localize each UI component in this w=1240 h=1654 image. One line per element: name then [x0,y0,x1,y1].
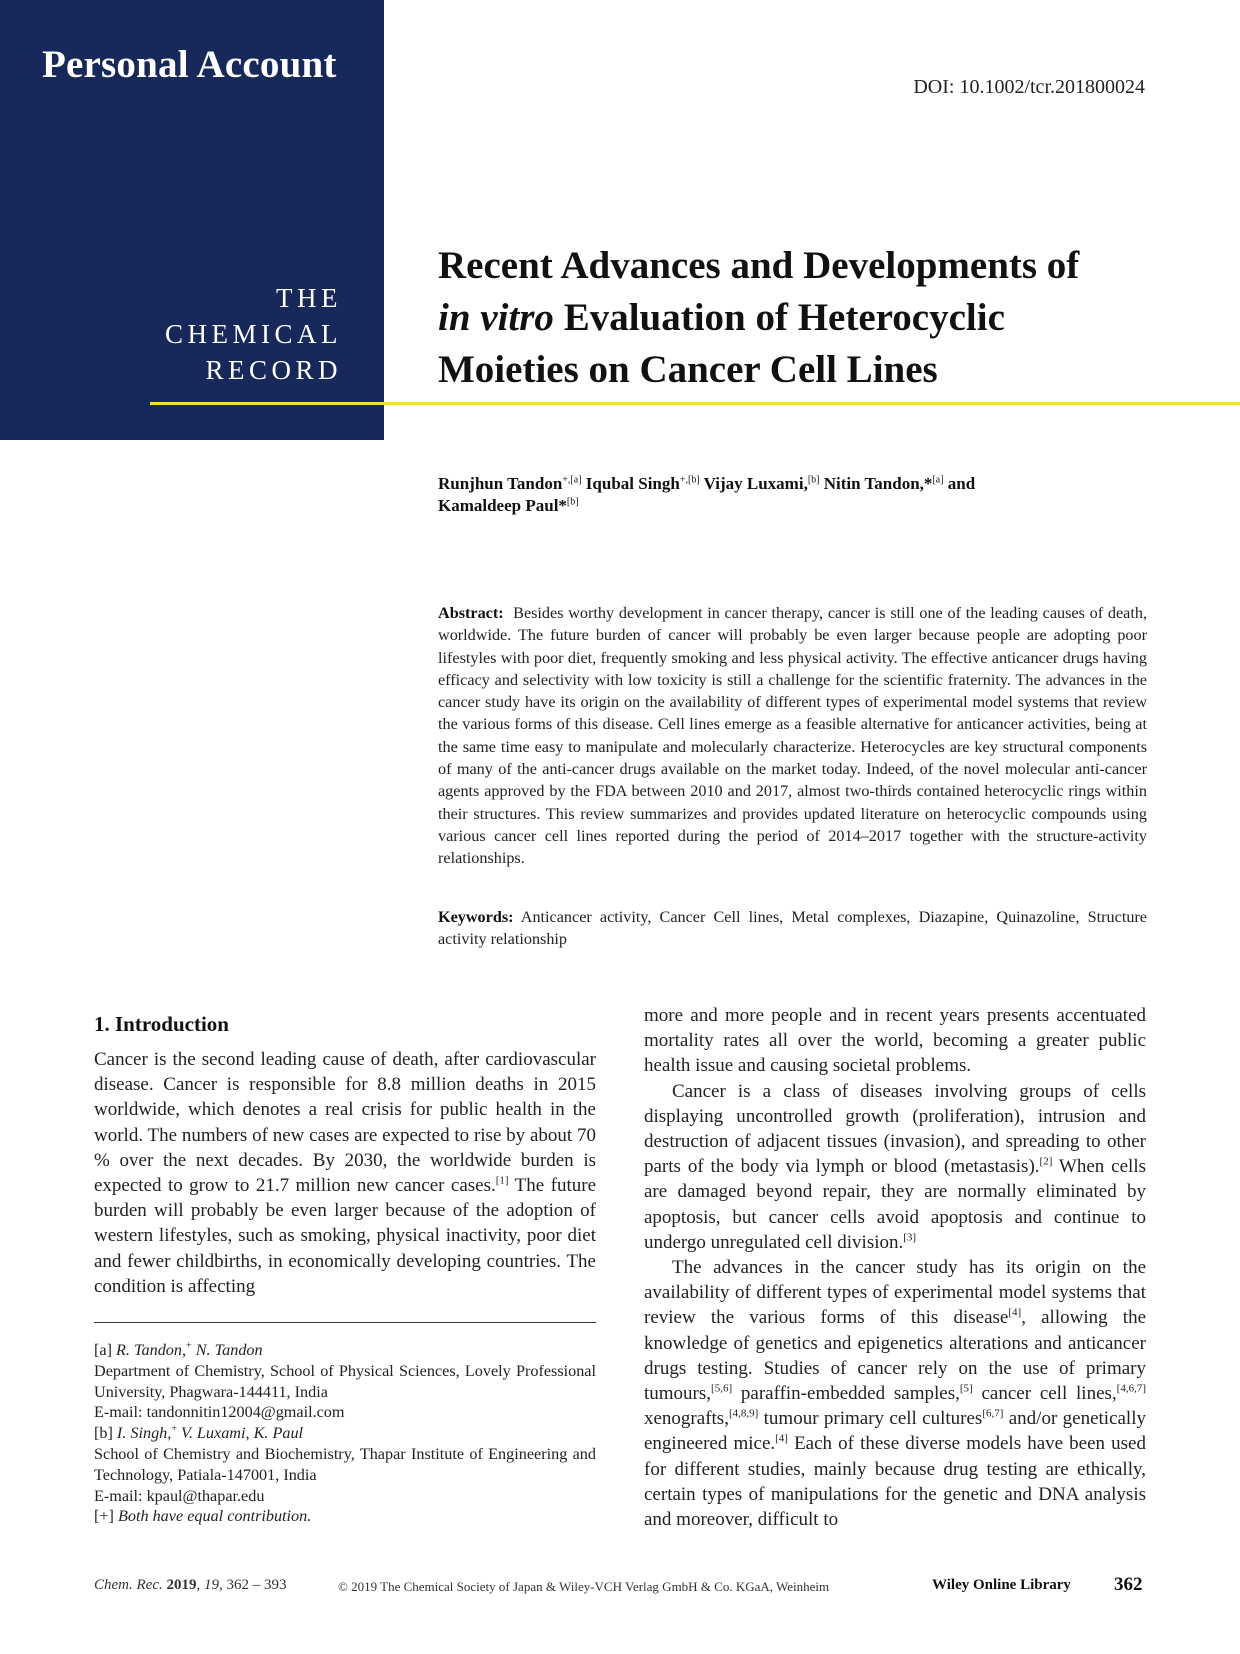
author-affiliation: [b] [807,474,820,486]
footnote-sup: + [186,1340,192,1352]
keywords-label: Keywords: [438,908,514,926]
citation-ref[interactable]: [3] [903,1231,917,1244]
author-affiliation: +,[a] [562,474,582,486]
footnote-label: [b] [94,1424,117,1443]
citation-line [94,1577,286,1594]
body-paragraph [644,1079,1146,1255]
body-text: When cells are damaged beyond repair, they are normally eliminated by apoptosis, but cancer cells avoid apoptosis and continue to undergo unregulated cell division. [644,1156,1146,1253]
title-line: Recent Advances and Developments of [438,244,1080,287]
body-text: paraffin-embedded samples, [732,1383,960,1405]
citation-ref[interactable]: [5,6] [711,1382,733,1395]
citation-ref[interactable]: [2] [1039,1155,1053,1168]
citation-ref[interactable]: [4] [775,1433,788,1446]
citation-ref[interactable]: [4,6,7] [1116,1382,1146,1395]
citation-year: 2019 [162,1577,197,1593]
copyright-notice: © 2019 The Chemical Society of Japan & Wiley-VCH Verlag GmbH & Co. KGaA, Weinheim [338,1579,830,1594]
body-paragraph [94,1047,596,1299]
article-title [438,240,1198,396]
citation-volume: 19 [203,1577,219,1593]
footnote-author: R. Tandon, [116,1341,187,1359]
citation-ref[interactable]: [4,8,9] [728,1407,759,1420]
page-number: 362 [1114,1574,1143,1595]
article-type-label: Personal Account [42,43,337,86]
abstract-label: Abstract: [438,604,504,622]
footnote-c [94,1506,596,1527]
affiliation-footnotes [94,1340,596,1527]
footnote-a-email[interactable]: E-mail: tandonnitin12004@gmail.com [94,1403,345,1422]
body-text: Cancer is the second leading cause of death, after cardiovascular disease. Cancer is responsible for 8.8 million deaths in 2015 worldwide, which denotes a real crisis for public health in the world. The numbers of new cases are expected to rise by about 70 % over the next decades. By 2030, the worldwide burden is expected to grow to 21.7 million new cancer cases. [94,1049,596,1197]
body-column-right [644,1003,1146,1532]
citation-sep: , [196,1577,204,1593]
footnote-label: [+] [94,1507,118,1526]
footnote-sup: + [171,1423,177,1435]
citation-ref[interactable]: [6,7] [982,1407,1004,1420]
citation-journal: Chem. Rec. [94,1577,163,1593]
footnote-divider [94,1322,596,1323]
body-paragraph: more and more people and in recent years presents accentuated mortality rates all over the world, becoming a greater public health issue and causing societal problems. [644,1005,1146,1077]
title-line [438,292,1198,344]
citation-ref[interactable]: [5] [959,1382,973,1395]
author-list [438,473,1158,517]
keywords [438,906,1147,951]
section-heading: 1. Introduction [94,1012,229,1036]
author-affiliation: [b] [566,496,579,508]
author-affiliation: [a] [932,474,944,486]
journal-name-line: THE [276,283,342,313]
abstract-text: Besides worthy development in cancer therapy, cancer is still one of the leading causes of death, worldwide. The future burden of cancer will probably be even larger because people are adopting poor lifestyles with poor diet, frequently smoking and less physical activity. The effective anticancer drugs having efficacy and selectivity with low toxicity is still a challenge for the scientific fraternity. The advances in the cancer study have its origin on the availability of different types of experimental model systems that review the various forms of this disease. Cell lines emerge as a feasible alternative for anticancer activities, being at the same time easy to manipulate and molecularly characterize. Heterocycles are key structural components of many of the anti-cancer drugs available on the market today. Indeed, of the novel molecular anti-cancer agents approved by the FDA between 2010 and 2017, almost two-thirds contained heterocyclic rings within their structures. This review summarizes and provides updated literature on heterocyclic compounds using various cancer cell lines reported during the period of 2014–2017 together with the structure-activity relationships. [438,604,1147,868]
footnote-note: Both have equal contribution. [117,1507,312,1526]
author-name[interactable]: Nitin Tandon,* [823,474,933,493]
body-text: cancer cell lines, [972,1383,1117,1405]
title-rule [150,402,1240,405]
body-text: The future burden will probably be even larger because of the adoption of western lifestyles, such as smoking, physical inactivity, poor diet and fewer childbirths, in economically developing countries. The condition is affecting [94,1175,596,1297]
title-italic: in vitro [438,296,554,339]
publisher-library-link[interactable]: Wiley Online Library [932,1577,1071,1593]
footnote-author: I. Singh, [116,1424,172,1443]
author-name[interactable]: Vijay Luxami, [703,474,808,493]
body-text: The advances in the cancer study has its origin on the availability of different types of experimental model systems that review the various forms of this disease [644,1257,1146,1329]
keywords-text: Anticancer activity, Cancer Cell lines, Metal complexes, Diazapine, Quinazoline, Structure activity relationship [438,908,1147,949]
citation-pages: , 362 – 393 [218,1577,287,1593]
body-text: Each of these diverse models have been used for different studies, mainly because drug testing are ethically, certain types of manipulations for the genetic and DNA analysis and moreover, difficult to [644,1433,1146,1531]
author-name[interactable]: Iqubal Singh [585,474,680,493]
footnote-b-email[interactable]: E-mail: kpaul@thapar.edu [94,1486,265,1505]
footnote-a-names [94,1340,596,1361]
title-line: Moieties on Cancer Cell Lines [438,348,938,391]
author-separator: and [943,474,976,493]
footnote-a-dept: Department of Chemistry, School of Physical Sciences, Lovely Professional University, Phagwara-144411, India [94,1361,596,1401]
author-affiliation: +,[b] [679,474,700,486]
journal-banner [0,0,384,440]
body-text: xenografts, [644,1408,729,1430]
body-text: and/or genetically engineered mice. [644,1408,1146,1455]
footnote-b-names [94,1423,596,1444]
journal-name-line: RECORD [205,355,342,385]
footnote-author: V. Luxami, K. Paul [176,1424,304,1443]
footnote-label: [a] [94,1341,117,1359]
citation-ref[interactable]: [4] [1008,1307,1022,1320]
abstract [438,602,1147,870]
body-text: , allowing the knowledge of genetics and epigenetics alterations and anticancer drugs testing. Studies of cancer rely on the use of primary tumours, [644,1307,1147,1405]
body-text: Cancer is a class of diseases involving groups of cells displaying uncontrolled growth (proliferation), intrusion and destruction of adjacent tissues (invasion), and spreading to other parts of the body via lymph or blood (metastasis). [644,1080,1146,1178]
footnote-b-dept: School of Chemistry and Biochemistry, Thapar Institute of Engineering and Technology, Patiala-147001, India [94,1444,596,1484]
body-paragraph [644,1255,1146,1532]
journal-name [165,280,342,388]
doi-link[interactable]: DOI: 10.1002/tcr.201800024 [913,76,1145,98]
title-line-rest: Evaluation of Heterocyclic [553,296,1005,339]
author-name[interactable]: Kamaldeep Paul* [438,496,567,515]
body-text: tumour primary cell cultures [758,1408,983,1430]
body-column-left [94,1047,596,1299]
journal-name-line: CHEMICAL [165,319,342,349]
citation-ref[interactable]: [1] [495,1174,509,1187]
footnote-author: N. Tandon [191,1341,263,1359]
author-name[interactable]: Runjhun Tandon [438,474,563,493]
